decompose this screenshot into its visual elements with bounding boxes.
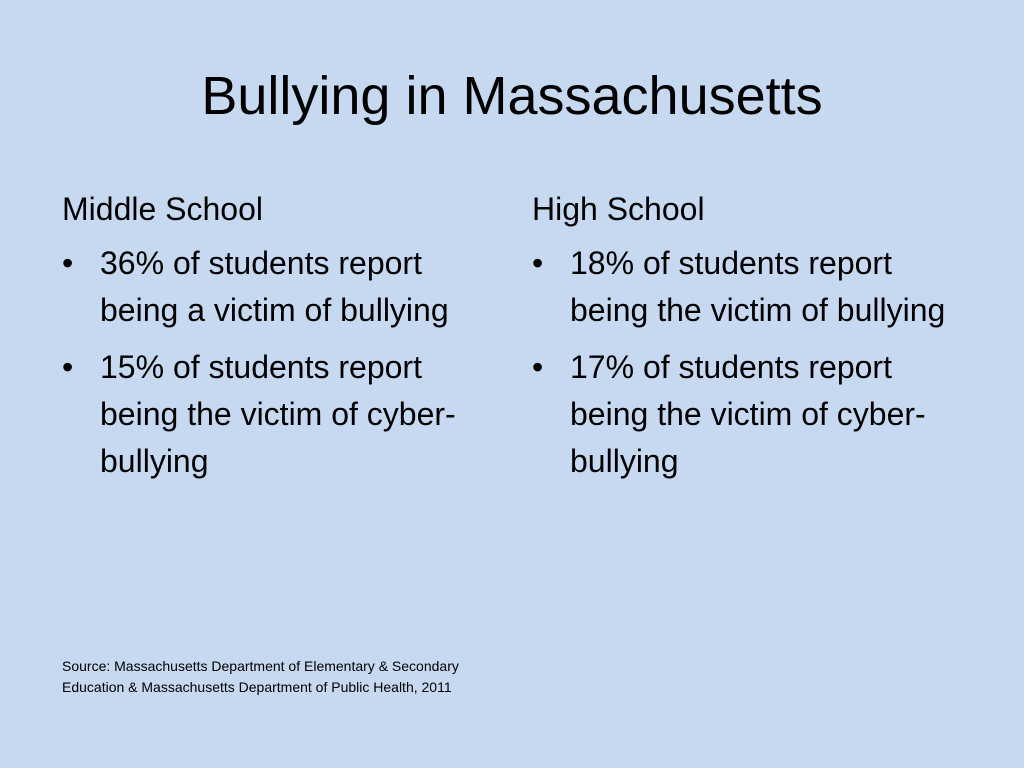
high-school-heading: High School <box>532 191 705 227</box>
bullet-dot-icon: • <box>532 349 544 385</box>
middle-school-bullet-list <box>62 240 502 485</box>
high-school-column <box>532 186 972 495</box>
middle-school-heading: Middle School <box>62 191 263 227</box>
bullet-dot-icon: • <box>532 245 544 281</box>
bullet-text: 18% of students report being the victim of bullying <box>570 245 946 328</box>
middle-school-bullet-cyber <box>62 344 502 485</box>
high-school-bullet-cyber <box>532 344 972 485</box>
bullet-dot-icon: • <box>62 349 74 385</box>
middle-school-bullet-victim <box>62 240 502 334</box>
high-school-bullet-list <box>532 240 972 485</box>
source-citation: Source: Massachusetts Department of Elementary & Secondary Education & Massachusetts Department of Public Health, 2011 <box>62 658 459 695</box>
bullet-text: 36% of students report being a victim of bullying <box>100 245 449 328</box>
middle-school-column <box>62 186 502 495</box>
bullet-text: 15% of students report being the victim of cyber-bullying <box>100 349 456 479</box>
high-school-bullet-victim <box>532 240 972 334</box>
bullet-dot-icon: • <box>62 245 74 281</box>
slide-title: Bullying in Massachusetts <box>201 66 823 126</box>
bullet-text: 17% of students report being the victim of cyber-bullying <box>570 349 926 479</box>
